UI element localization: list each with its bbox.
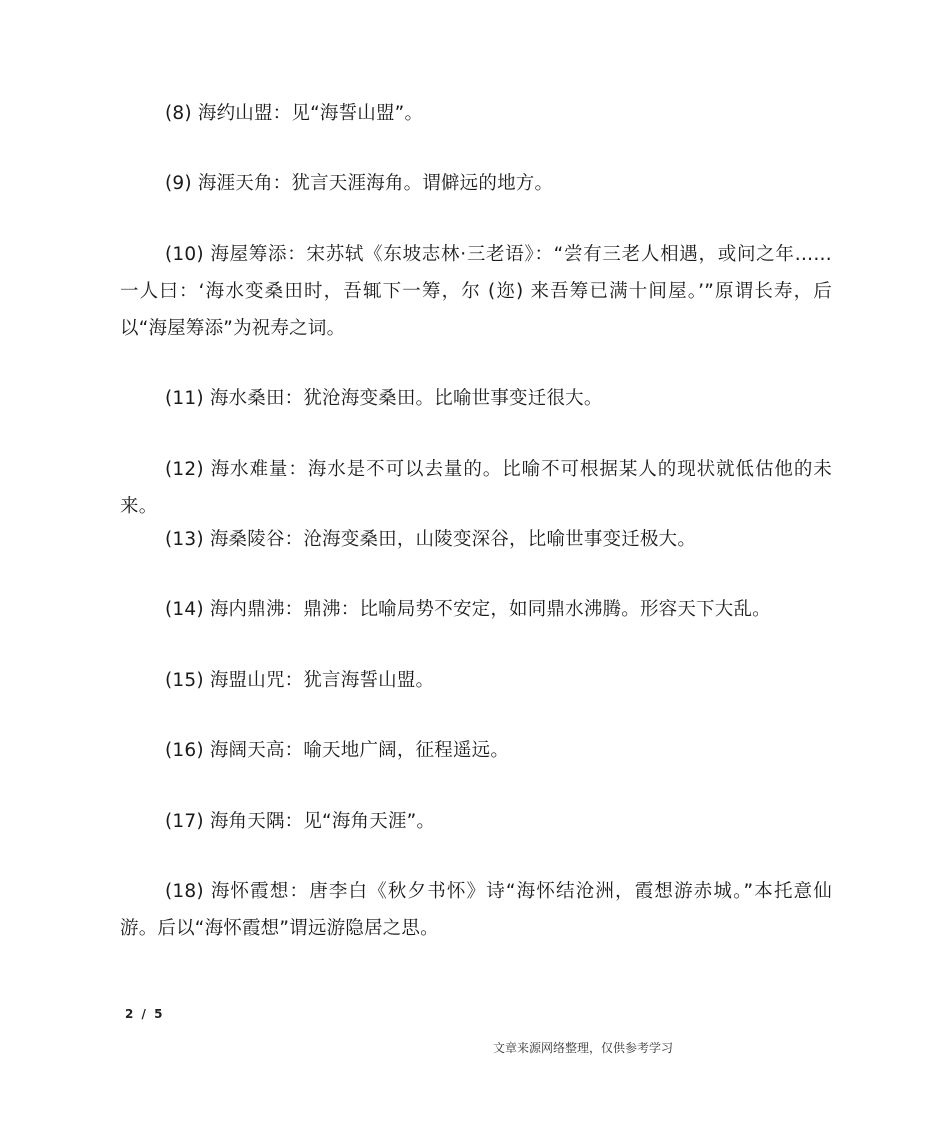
- entry-14: (14) 海内鼎沸：鼎沸：比喻局势不安定，如同鼎水沸腾。形容天下大乱。: [165, 599, 771, 620]
- entry-17: (17) 海角天隅：见“海角天涯”。: [165, 811, 436, 832]
- entry-9: (9) 海涯天角：犹言天涯海角。谓僻远的地方。: [165, 173, 554, 194]
- entry-18: (18) 海怀霞想：唐李白《秋夕书怀》诗“海怀结沧洲，霞想游赤城。”本托意仙游。后以“海怀霞想”谓远游隐居之思。: [120, 881, 832, 939]
- entry-10: (10) 海屋筹添：宋苏轼《东坡志林·三老语》：“尝有三老人相遇，或问之年……一人曰：‘海水变桑田时，吾辄下一筹，尔 (迩) 来吾筹已满十间屋。’”原谓长寿，后以“海屋筹添”为祝寿之词。: [120, 244, 832, 339]
- footer-note: 文章来源网络整理，仅供参考学习: [493, 1041, 674, 1055]
- entry-8: (8) 海约山盟：见“海誓山盟”。: [165, 103, 424, 124]
- page-number: 2 / 5: [125, 1007, 165, 1021]
- entry-11: (11) 海水桑田：犹沧海变桑田。比喻世事变迁很大。: [165, 388, 603, 409]
- entry-15: (15) 海盟山咒：犹言海誓山盟。: [165, 670, 435, 691]
- entry-12: (12) 海水难量：海水是不可以去量的。比喻不可根据某人的现状就低估他的未来。: [120, 459, 832, 517]
- entry-16: (16) 海阔天高：喻天地广阔，征程遥远。: [165, 740, 510, 761]
- entry-13: (13) 海桑陵谷：沧海变桑田，山陵变深谷，比喻世事变迁极大。: [165, 529, 697, 550]
